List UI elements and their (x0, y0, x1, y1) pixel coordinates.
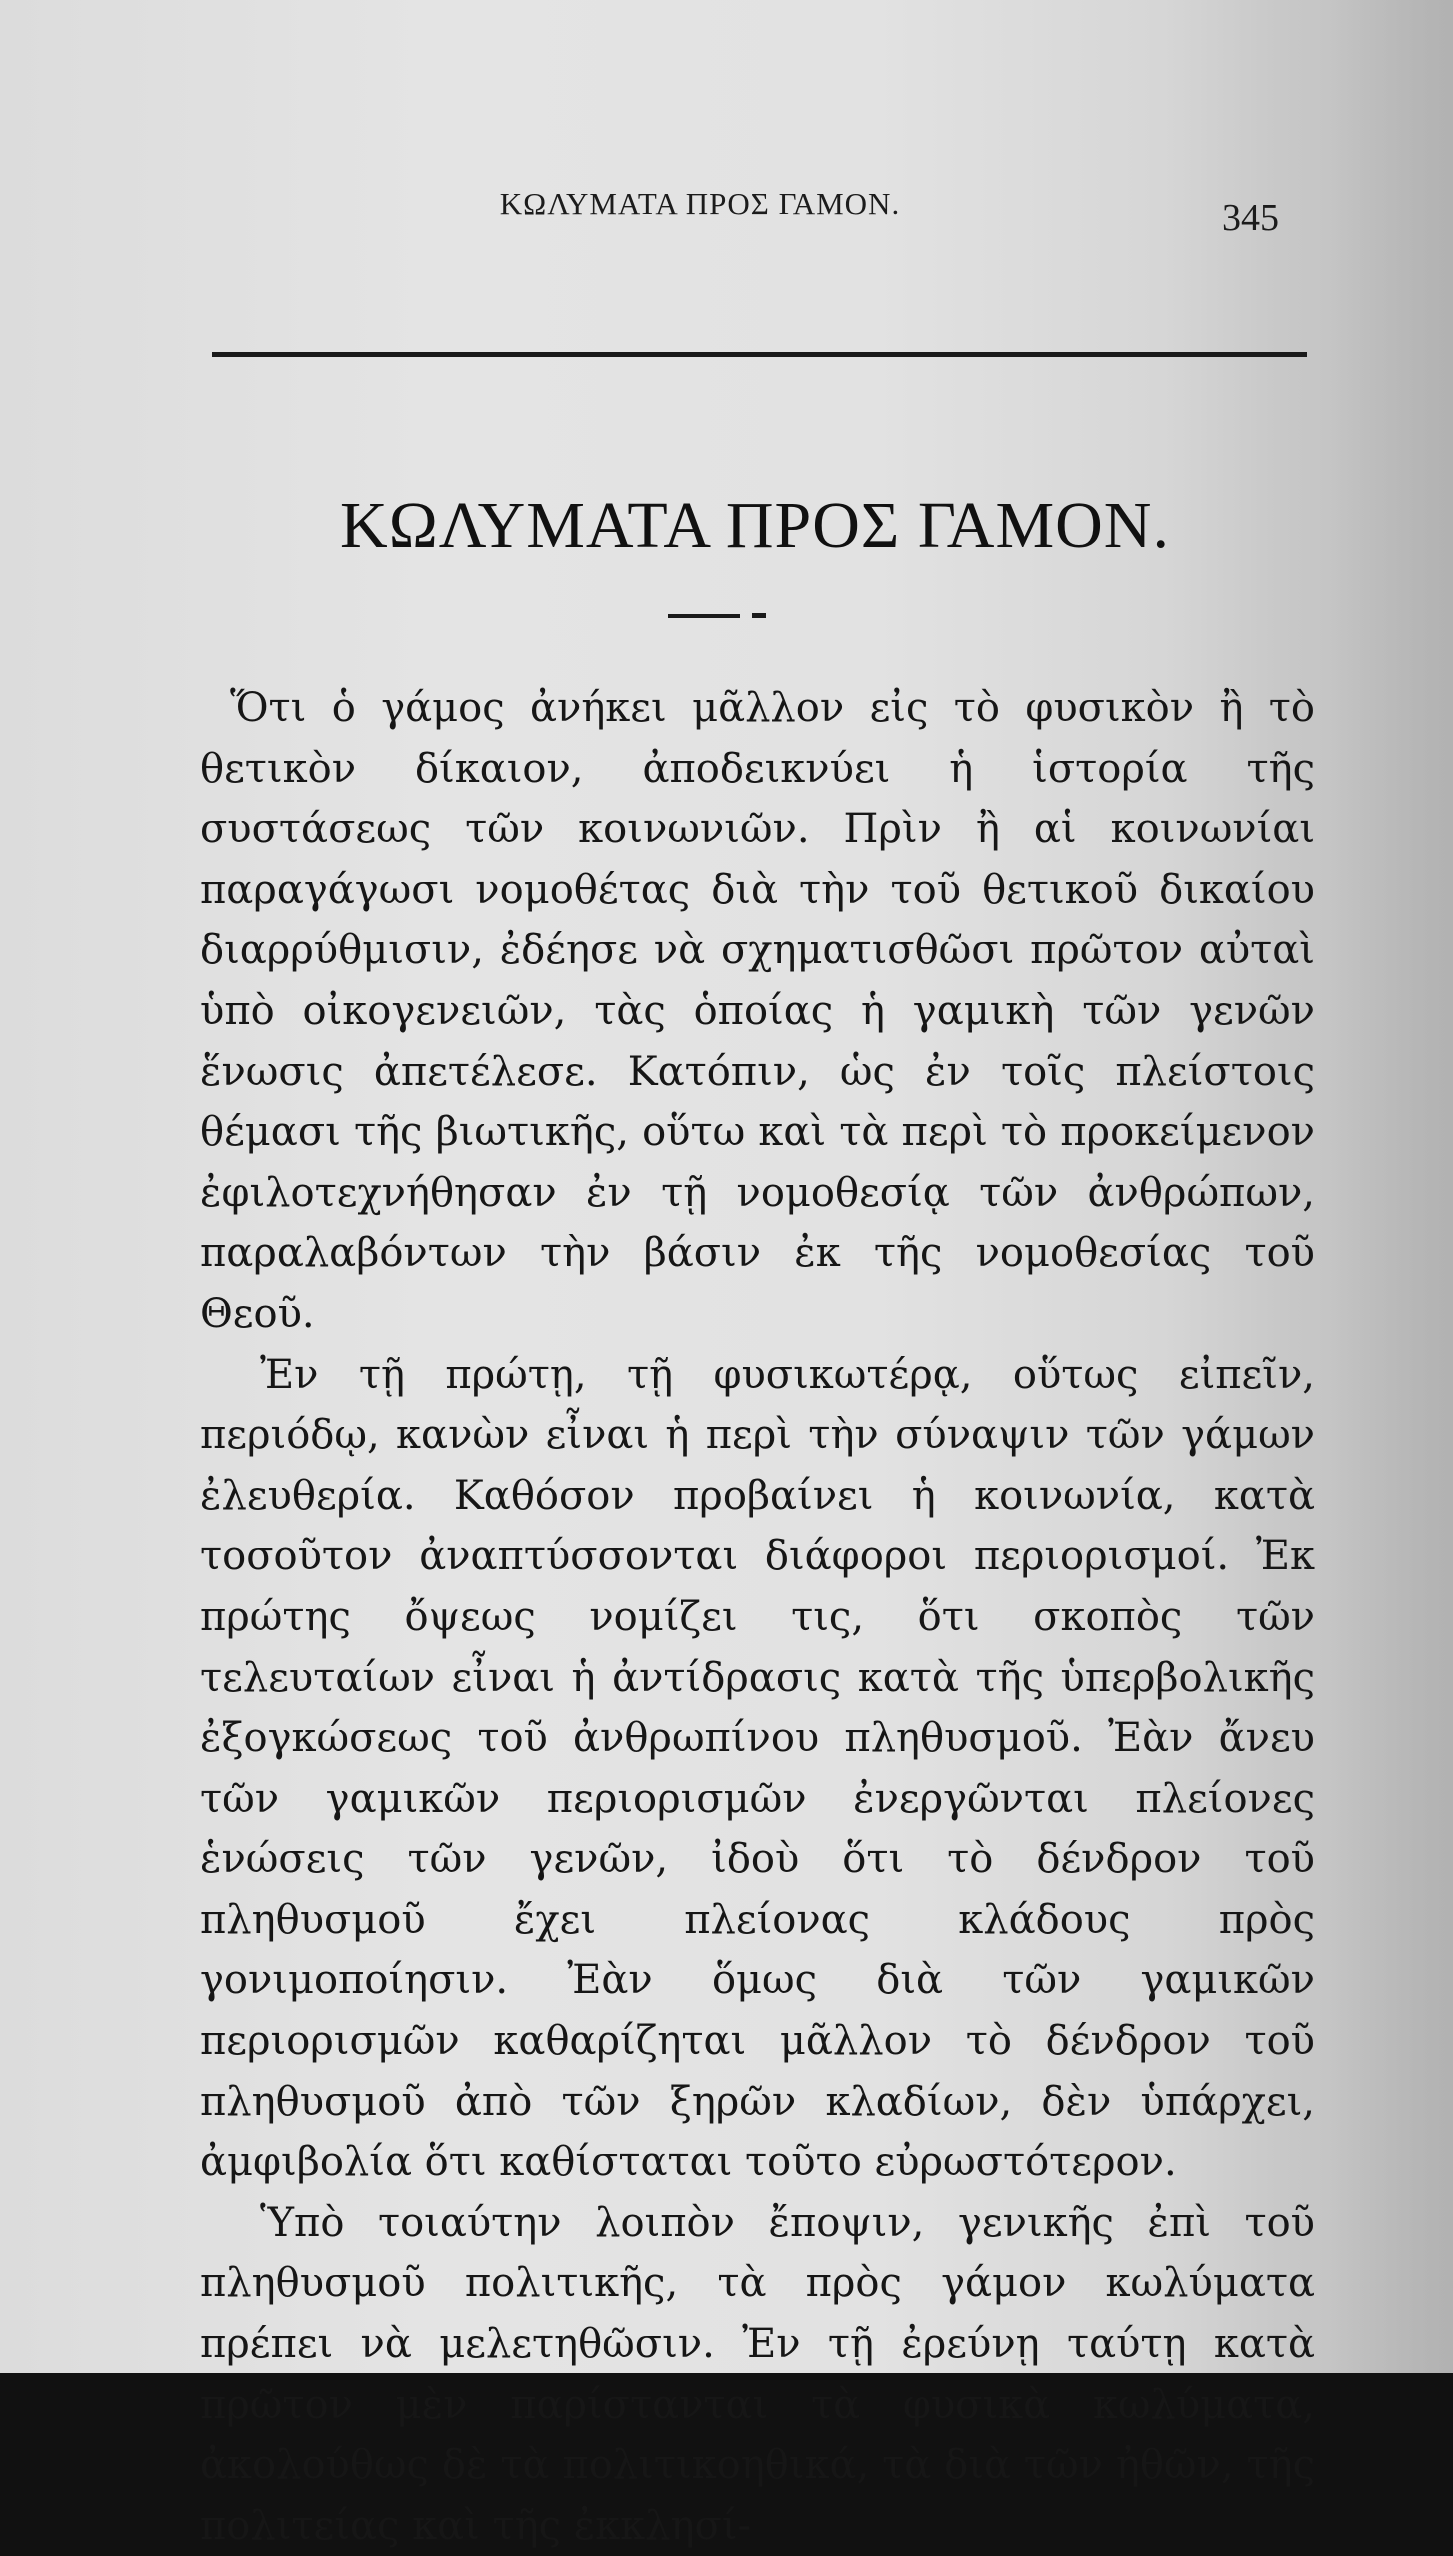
paragraph: Ἐν τῇ πρώτῃ, τῇ φυσικωτέρᾳ, οὕτως εἰπεῖν, περιόδῳ, κανὼν εἶναι ἡ περὶ τὴν σύναψιν τῶν γάμων ἐλευθερία. Καθόσον προβαίνει ἡ κοινωνία, κατὰ τοσοῦτον ἀναπτύσσονται διάφοροι περιορισμοί. Ἐκ πρώτης ὄψεως νομίζει τις, ὅτι σκοπὸς τῶν τελευταίων εἶναι ἡ ἀντίδρασις κατὰ τῆς ὑπερβολικῆς ἐξογκώσεως τοῦ ἀνθρωπίνου πληθυσμοῦ. Ἐὰν ἄνευ τῶν γαμικῶν περιορισμῶν ἐνεργῶνται πλείονες ἑνώσεις τῶν γενῶν, ἰδοὺ ὅτι τὸ δένδρον τοῦ πληθυσμοῦ ἔχει πλείονας κλάδους πρὸς γονιμοποίησιν. Ἐὰν ὅμως διὰ τῶν γαμικῶν περιορισμῶν καθαρίζηται μᾶλλον τὸ δένδρον τοῦ πληθυσμοῦ ἀπὸ τῶν ξηρῶν κλαδίων, δὲν ὑπάρχει, ἀμφιβολία ὅτι καθίσταται τοῦτο εὐρωστότερον. (200, 1351, 1315, 2186)
chapter-title: ΚΩΛΥΜΑΤΑ ΠΡΟΣ ΓΑΜΟΝ. (340, 489, 1170, 562)
paragraph: Ὑπὸ τοιαύτην λοιπὸν ἔποψιν, γενικῆς ἐπὶ τοῦ πληθυσμοῦ πολιτικῆς, τὰ πρὸς γάμον κωλύματα πρέπει νὰ μελετηθῶσιν. Ἐν τῇ ἐρεύνῃ ταύτῃ κατὰ πρῶτον μὲν παρίστανται τὰ φυσικὰ κωλύματα, ἀκολούθως δὲ τὰ πολιτικοηθικά, τὰ διὰ τῶν ἠθῶν, τῆς πολιτείας καὶ τῆς ἐκκλησί- (200, 2199, 1315, 2549)
header-rule (212, 352, 1307, 357)
page-edge-shadow (1330, 0, 1453, 2373)
running-header-title: ΚΩΛΥΜΑΤΑ ΠΡΟΣ ΓΑΜΟΝ. (499, 186, 901, 221)
ornament-bar (668, 614, 740, 618)
ornament-dot (752, 613, 766, 618)
paragraph: Ὅτι ὁ γάμος ἀνήκει μᾶλλον εἰς τὸ φυσικὸν ἢ τὸ θετικὸν δίκαιον, ἀποδεικνύει ἡ ἱστορία τῆς συστάσεως τῶν κοινωνιῶν. Πρὶν ἢ αἱ κοινωνίαι παραγάγωσι νομοθέτας διὰ τὴν τοῦ θετικοῦ δικαίου διαρρύθμισιν, ἐδέησε νὰ σχηματισθῶσι πρῶτον αὐταὶ ὑπὸ οἰκογενειῶν, τὰς ὁποίας ἡ γαμικὴ τῶν γενῶν ἕνωσις ἀπετέλεσε. Κατόπιν, ὡς ἐν τοῖς πλείστοις θέμασι τῆς βιωτικῆς, οὕτω καὶ τὰ περὶ τὸ προκείμενον ἐφιλοτεχνήθησαν ἐν τῇ νομοθεσίᾳ τῶν ἀνθρώπων, παραλαβόντων τὴν βάσιν ἐκ τῆς νομοθεσίας τοῦ Θεοῦ. (200, 685, 1315, 1337)
page-number: 345 (1222, 197, 1279, 239)
title-ornament-divider (668, 612, 778, 620)
body-text (200, 678, 1315, 2556)
